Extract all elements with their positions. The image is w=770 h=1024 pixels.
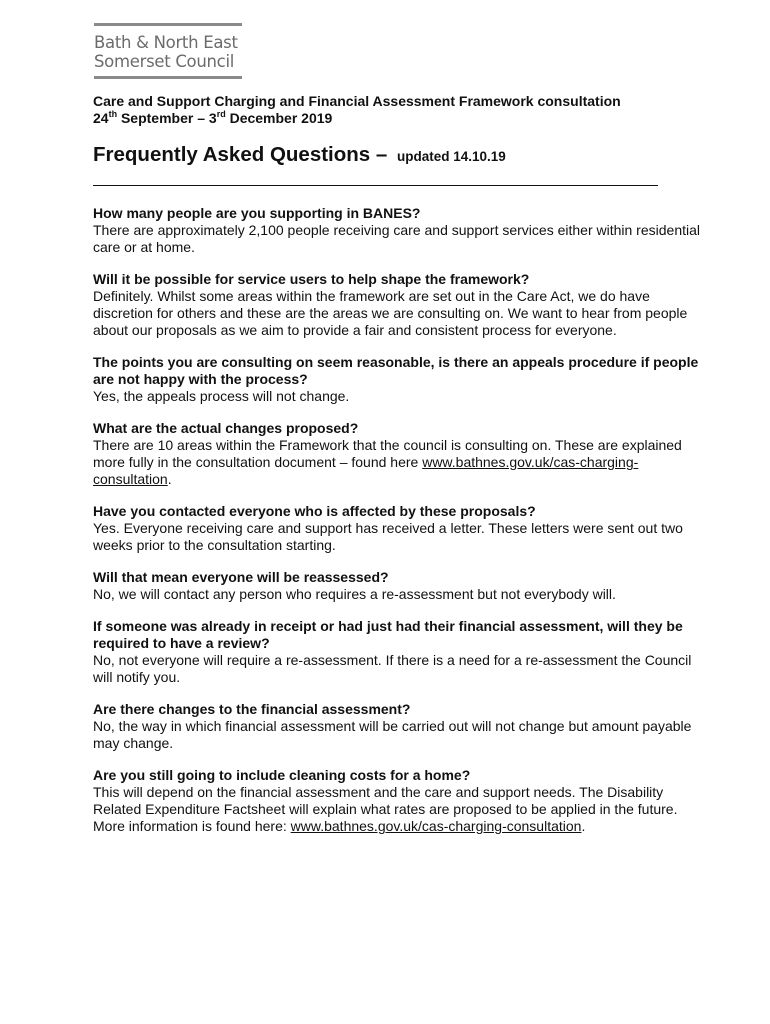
faq-question: How many people are you supporting in BANES? xyxy=(93,205,421,221)
faq-question: The points you are consulting on seem reasonable, is there an appeals procedure if people are not happy with the process? xyxy=(93,354,699,387)
title-divider xyxy=(93,185,658,186)
consultation-header xyxy=(93,93,713,127)
faq-answer: No, not everyone will require a re-assessment. If there is a need for a re-assessment the Council will notify you. xyxy=(93,652,692,685)
faq-item xyxy=(93,205,713,256)
end-day-suffix: rd xyxy=(216,109,226,119)
faq-item xyxy=(93,354,713,405)
faq-answer-text: This will depend on the financial assessment and the care and support needs. The Disability Related Expenditure Factsheet will explain what rates are proposed to be applied in the future. More information is found here: xyxy=(93,784,678,834)
page-title-dash: – xyxy=(370,143,393,166)
consultation-link[interactable]: www.bathnes.gov.uk/cas-charging-consultation xyxy=(93,454,639,487)
faq-question: Are there changes to the financial assessment? xyxy=(93,701,411,717)
faq-item xyxy=(93,618,713,686)
faq-answer: Yes, the appeals process will not change. xyxy=(93,388,350,404)
consultation-dates xyxy=(93,110,713,127)
faq-item xyxy=(93,569,713,603)
page-title-updated: updated 14.10.19 xyxy=(397,149,506,164)
start-day-suffix: th xyxy=(108,109,118,119)
end-day: 3 xyxy=(208,110,217,126)
faq-item xyxy=(93,767,713,835)
faq-question: Will it be possible for service users to help shape the framework? xyxy=(93,271,530,287)
faq-list xyxy=(93,205,713,850)
faq-answer: No, the way in which financial assessment will be carried out will not change but amount payable may change. xyxy=(93,718,692,751)
faq-item xyxy=(93,420,713,488)
faq-answer-text: There are 10 areas within the Framework that the council is consulting on. These are explained more fully in the consultation document – found here xyxy=(93,437,682,470)
faq-question: Have you contacted everyone who is affected by these proposals? xyxy=(93,503,536,519)
consultation-link[interactable]: www.bathnes.gov.uk/cas-charging-consultation xyxy=(290,818,582,834)
end-month-year: December 2019 xyxy=(225,110,333,126)
page-title xyxy=(93,143,506,167)
faq-answer-end: . xyxy=(581,818,586,834)
start-month: September – xyxy=(117,110,209,126)
faq-answer xyxy=(93,437,713,488)
faq-question: What are the actual changes proposed? xyxy=(93,420,359,436)
faq-answer-end: . xyxy=(167,471,172,487)
faq-question: If someone was already in receipt or had just had their financial assessment, will they be required to have a review? xyxy=(93,618,683,651)
page-title-main: Frequently Asked Questions xyxy=(93,143,371,166)
faq-question: Will that mean everyone will be reassessed? xyxy=(93,569,389,585)
faq-answer: No, we will contact any person who requires a re-assessment but not everybody will. xyxy=(93,586,616,602)
faq-question: Are you still going to include cleaning costs for a home? xyxy=(93,767,471,783)
faq-answer: Yes. Everyone receiving care and support has received a letter. These letters were sent out two weeks prior to the consultation starting. xyxy=(93,520,683,553)
faq-answer xyxy=(93,784,713,835)
consultation-title: Care and Support Charging and Financial Assessment Framework consultation xyxy=(93,93,621,109)
council-logo xyxy=(94,23,246,79)
logo-line-2: Somerset Council xyxy=(94,52,235,71)
faq-item xyxy=(93,503,713,554)
faq-item xyxy=(93,271,713,339)
faq-item xyxy=(93,701,713,752)
start-day: 24 xyxy=(93,110,109,126)
faq-answer: There are approximately 2,100 people receiving care and support services either within residential care or at home. xyxy=(93,222,700,255)
logo-line-1: Bath & North East xyxy=(94,33,238,52)
logo-bottom-rule xyxy=(94,76,242,79)
faq-answer: Definitely. Whilst some areas within the framework are set out in the Care Act, we do have discretion for others and these are the areas we are consulting on. We want to hear from people about our proposals as we aim to provide a fair and consistent process for everyone. xyxy=(93,288,688,338)
logo-top-rule xyxy=(94,23,242,26)
